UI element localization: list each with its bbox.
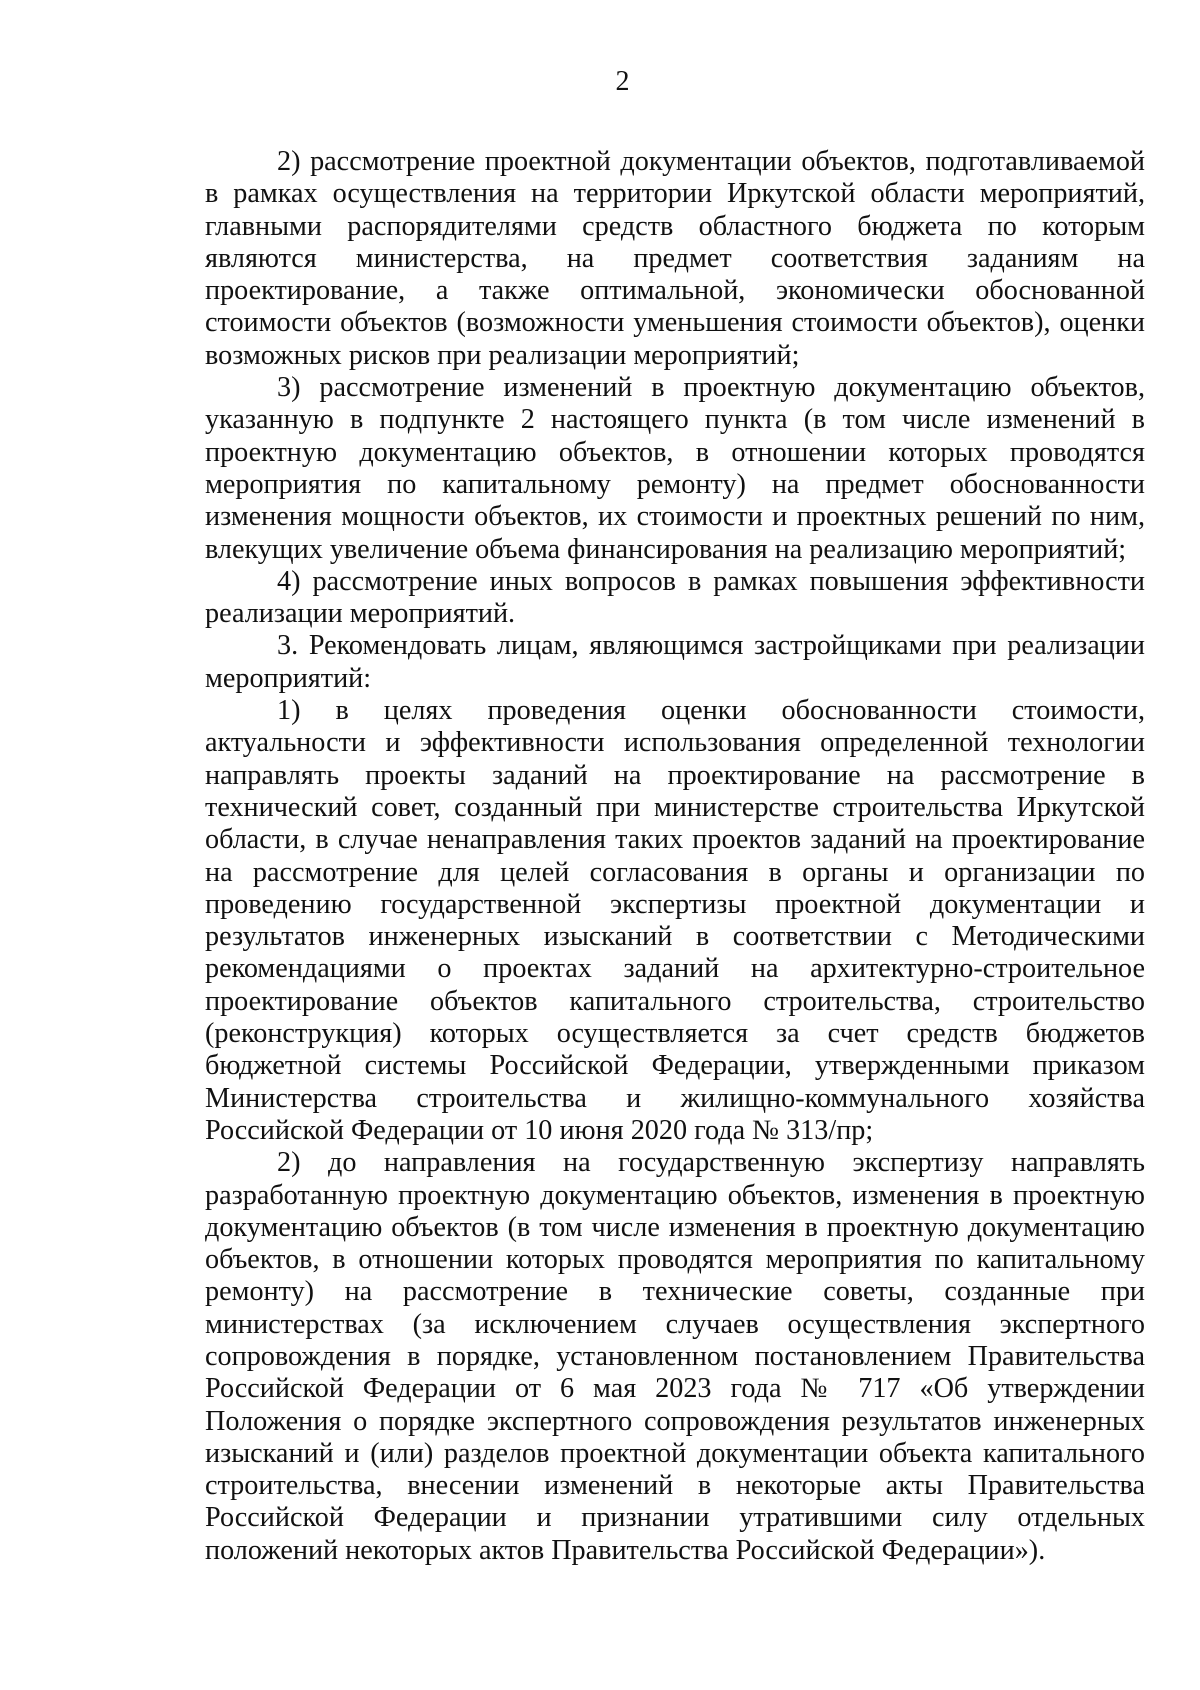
paragraph-item-4: 4) рассмотрение иных вопросов в рамках повышения эффективности реализации мероприятий. xyxy=(205,565,1145,630)
paragraph-point-3: 3. Рекомендовать лицам, являющимся застройщиками при реализации мероприятий: xyxy=(205,630,1145,694)
paragraph-item-3: 3) рассмотрение изменений в проектную документацию объектов, указанную в подпункте 2 настоящего пункта (в том числе изменений в проектную документацию объектов, в отношении которых проводятся мероприятия по капитальному ремонту) на предмет обоснованности изменения мощности объектов, их стоимости и проектных решений по ним, влекущих увеличение объема финансирования на реализацию мероприятий; xyxy=(205,372,1145,565)
document-body xyxy=(205,146,1145,1567)
page-number: 2 xyxy=(615,66,630,97)
paragraph-subitem-1: 1) в целях проведения оценки обоснованности стоимости, актуальности и эффективности использования определенной технологии направлять проекты заданий на проектирование на рассмотрение в технический совет, созданный при министерстве строительства Иркутской области, в случае ненаправления таких проектов заданий на проектирование на рассмотрение для целей согласования в органы и организации по проведению государственной экспертизы проектной документации и результатов инженерных изысканий в соответствии с Методическими рекомендациями о проектах заданий на архитектурно-строительное проектирование объектов капитального строительства, строительство (реконструкция) которых осуществляется за счет средств бюджетов бюджетной системы Российской Федерации, утвержденными приказом Министерства строительства и жилищно-коммунального хозяйства Российской Федерации от 10 июня 2020 года № 313/пр; xyxy=(205,695,1145,1146)
paragraph-subitem-2: 2) до направления на государственную экспертизу направлять разработанную проектную документацию объектов, изменения в проектную документацию объектов (в том числе изменения в проектную документацию объектов, в отношении которых проводятся мероприятия по капитальному ремонту) на рассмотрение в технические советы, созданные при министерствах (за исключением случаев осуществления экспертного сопровождения в порядке, установленном постановлением Правительства Российской Федерации от 6 мая 2023 года № 717 «Об утверждении Положения о порядке экспертного сопровождения результатов инженерных изысканий и (или) разделов проектной документации объекта капитального строительства, внесении изменений в некоторые акты Правительства Российской Федерации и признании утратившими силу отдельных положений некоторых актов Правительства Российской Федерации»). xyxy=(205,1147,1145,1566)
paragraph-item-2: 2) рассмотрение проектной документации объектов, подготавливаемой в рамках осуществления на территории Иркутской области мероприятий, главными распорядителями средств областного бюджета по которым являются министерства, на предмет соответствия заданиям на проектирование, а также оптимальной, экономически обоснованной стоимости объектов (возможности уменьшения стоимости объектов), оценки возможных рисков при реализации мероприятий; xyxy=(205,146,1145,371)
